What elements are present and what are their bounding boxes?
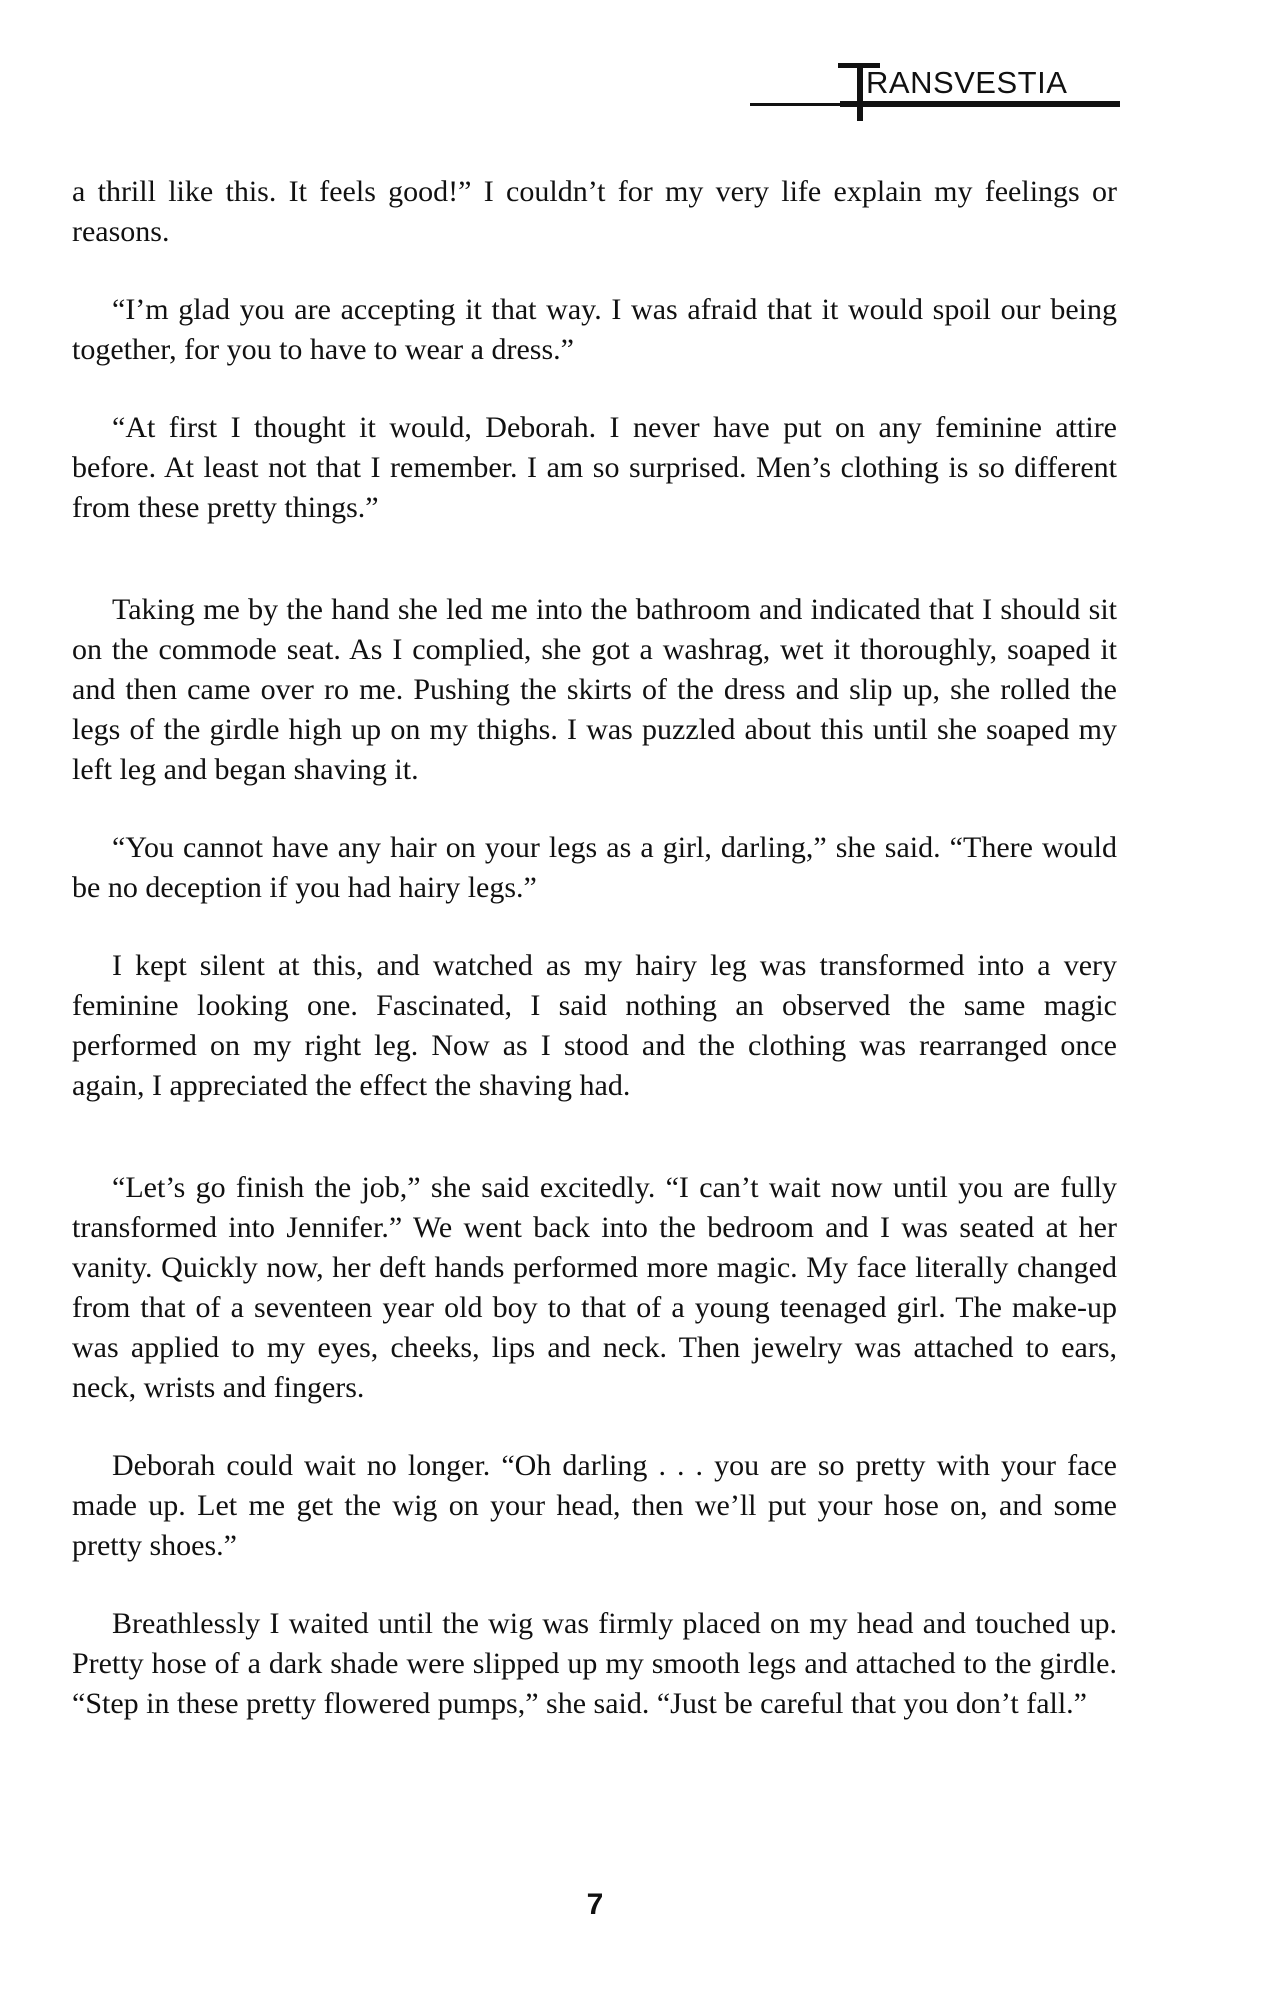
running-title-text: RANSVESTIA bbox=[866, 65, 1068, 100]
running-header bbox=[750, 55, 1120, 125]
header-rule-left bbox=[750, 103, 846, 106]
paragraph: Breathlessly I waited until the wig was firmly placed on my head and touched up. Pretty hose of a dark shade were slipped up my smooth legs and attached to the girdle. “Step in these pretty flowered pumps,” she said. “Just be careful that you don’t fall.” bbox=[72, 1607, 1117, 1720]
body-text bbox=[72, 172, 1117, 1762]
page-number: 7 bbox=[586, 1888, 604, 1921]
paragraph: I kept silent at this, and watched as my hairy leg was transformed into a very feminine looking one. Fascinated, I said nothing an observed the same magic performed on my right leg. Now as I stood and the clothing was rearranged once again, I appreciated the effect the shaving had. bbox=[72, 949, 1117, 1102]
paragraph: a thrill like this. It feels good!” I couldn’t for my very life explain my feelings or reasons. bbox=[72, 175, 1117, 248]
paragraph: “Let’s go finish the job,” she said excitedly. “I can’t wait now until you are fully transformed into Jennifer.” We went back into the bedroom and I was seated at her vanity. Quickly now, her deft hands performed more magic. My face literally changed from that of a seventeen year old boy to that of a young teenaged girl. The make-up was applied to my eyes, cheeks, lips and neck. Then jewelry was attached to ears, neck, wrists and fingers. bbox=[72, 1171, 1117, 1404]
paragraph: “At first I thought it would, Deborah. I never have put on any feminine attire before. At least not that I remember. I am so surprised. Men’s clothing is so different from these pretty things.” bbox=[72, 411, 1117, 524]
running-title bbox=[856, 65, 1067, 101]
paragraph: Deborah could wait no longer. “Oh darling . . . you are so pretty with your face made up. Let me get the wig on your head, then we’ll put your hose on, and some pretty shoes.” bbox=[72, 1449, 1117, 1562]
header-rule-right bbox=[840, 101, 1120, 107]
paragraph: “I’m glad you are accepting it that way. I was afraid that it would spoil our being together, for you to have to wear a dress.” bbox=[72, 293, 1117, 366]
paragraph: “You cannot have any hair on your legs as a girl, darling,” she said. “There would be no deception if you had hairy legs.” bbox=[72, 831, 1117, 904]
paragraph: Taking me by the hand she led me into the bathroom and indicated that I should sit on the commode seat. As I complied, she got a washrag, wet it thoroughly, soaped it and then came over ro me. Pushing the skirts of the dress and slip up, she rolled the legs of the girdle high up on my thighs. I was puzzled about this until she soaped my left leg and began shaving it. bbox=[72, 593, 1117, 786]
